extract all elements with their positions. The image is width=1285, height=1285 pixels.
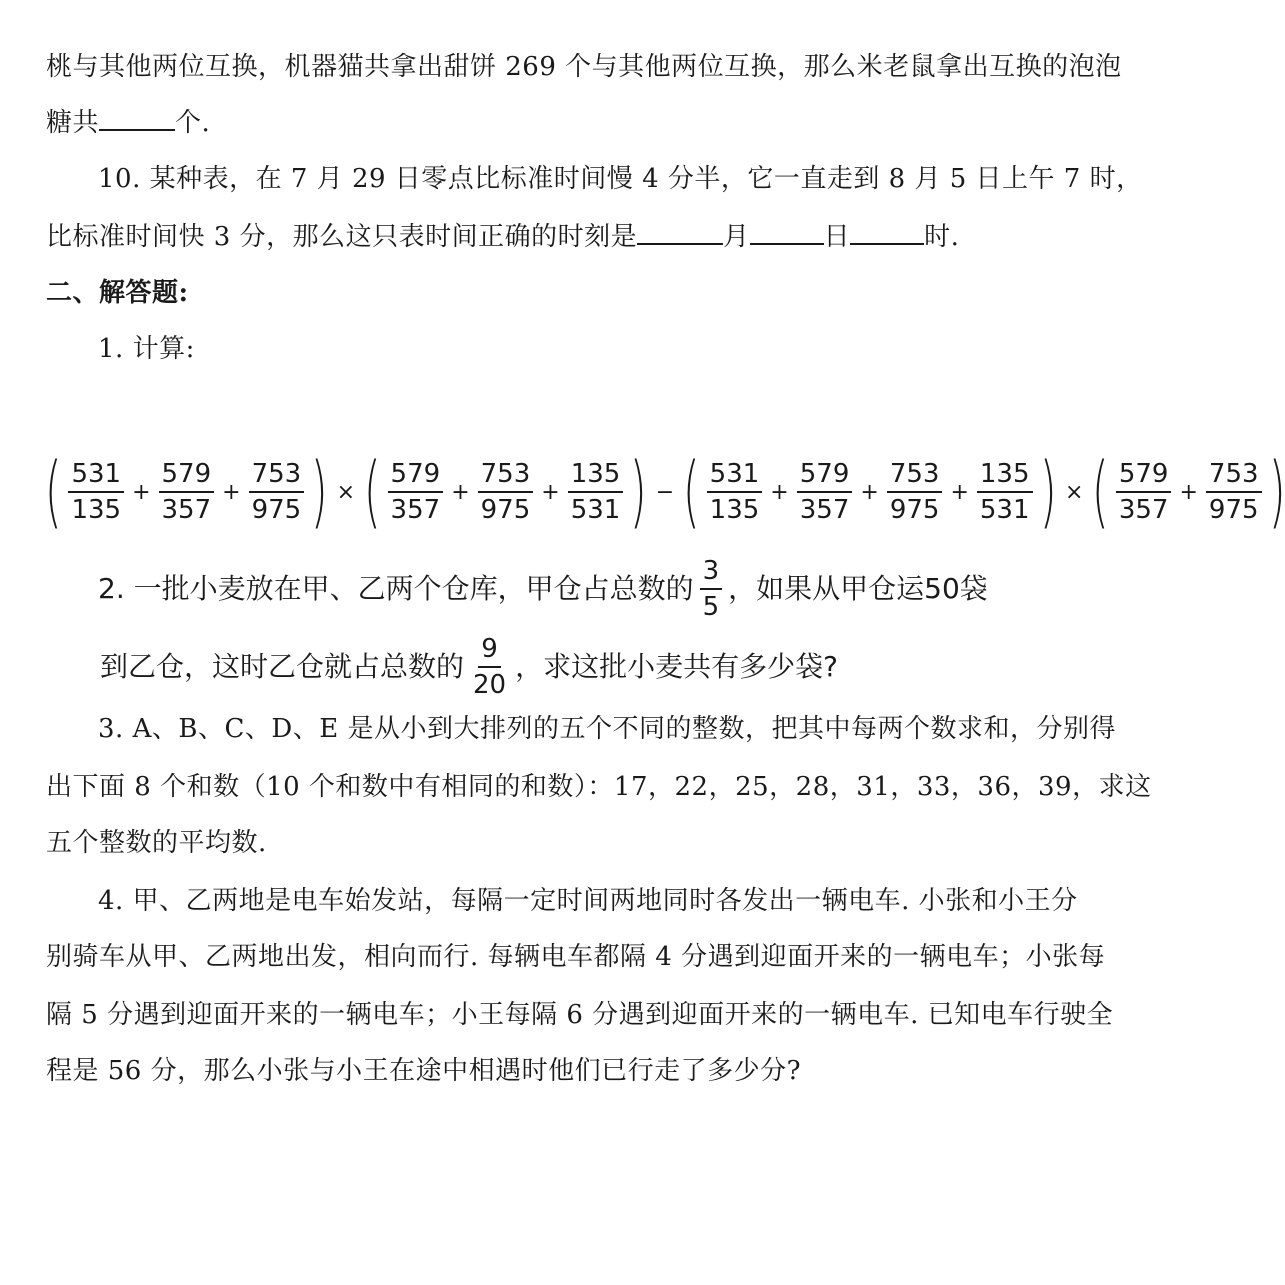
answer-blank-hour (850, 221, 924, 245)
q10-unit-month: 月 (723, 222, 750, 252)
times-sign: × (336, 479, 356, 505)
fraction: $\frac{579}{357}$ (797, 459, 853, 525)
fraction: $\frac{531}{135}$ (68, 459, 124, 525)
calculation-expression (44, 447, 1285, 537)
fraction: $\frac{753}{975}$ (249, 459, 305, 525)
prev-question-text: 糖共 (46, 108, 100, 138)
q4-line-2: 别骑车从甲、乙两地出发，相向而行. 每辆电车都隔 4 分遇到迎面开来的一辆电车；小张每 (46, 942, 1106, 972)
q10-text: 比标准时间快 3 分，那么这只表时间正确的时刻是 (46, 222, 638, 252)
answer-blank (99, 107, 175, 131)
plus-sign: + (950, 479, 969, 505)
fraction: $\frac{753}{975}$ (1206, 459, 1262, 525)
q4-line-4: 程是 56 分，那么小张与小王在途中相遇时他们已行走了多少分? (46, 1056, 802, 1086)
q1-label: 1. 计算: (98, 334, 195, 364)
fraction: $\frac{135}{531}$ (568, 459, 624, 525)
left-paren: ( (1092, 447, 1109, 537)
section-heading: 二、解答题: (46, 278, 189, 308)
q3-line-1: 3. A、B、C、D、E 是从小到大排列的五个不同的整数，把其中每两个数求和，分别得 (98, 714, 1116, 744)
plus-sign: + (222, 479, 241, 505)
prev-question-line-2 (46, 106, 210, 140)
q2-text-4: ，求这批小麦共有多少袋? (515, 650, 838, 683)
fraction: $\frac{579}{357}$ (1116, 459, 1172, 525)
right-paren: ) (311, 447, 328, 537)
q2-line-1 (98, 556, 988, 622)
plus-sign: + (451, 479, 470, 505)
plus-sign: + (541, 479, 560, 505)
prev-question-unit: 个. (175, 108, 211, 138)
fraction: $\frac{579}{357}$ (159, 459, 215, 525)
left-paren: ( (44, 447, 62, 537)
times-sign: × (1064, 479, 1084, 505)
q4-line-1: 4. 甲、乙两地是电车始发站，每隔一定时间两地同时各发出一辆电车. 小张和小王分 (98, 886, 1078, 916)
plus-sign: + (770, 479, 789, 505)
right-paren: ) (630, 447, 647, 537)
prev-question-line-1: 桃与其他两位互换，机器猫共拿出甜饼 269 个与其他两位互换，那么米老鼠拿出互换的泡泡 (46, 52, 1122, 82)
fraction-three-fifths: $\frac{3}{5}$ (700, 556, 723, 622)
plus-sign: + (860, 479, 879, 505)
q2-text-3: 到乙仓，这时乙仓就占总数的 (100, 650, 465, 683)
q10-unit-hour: 时. (924, 222, 960, 252)
q10-line-1: 10. 某种表，在 7 月 29 日零点比标准时间慢 4 分半，它一直走到 8 月 5 日上午 7 时， (98, 164, 1143, 194)
fraction: $\frac{531}{135}$ (707, 459, 763, 525)
q3-line-2: 出下面 8 个和数（10 个和数中有相同的和数）：17，22，25，28，31，33，36，39，求这 (46, 772, 1152, 802)
q3-line-3: 五个整数的平均数. (46, 828, 267, 858)
q2-line-2 (100, 634, 838, 700)
answer-blank-day (750, 221, 824, 245)
fraction: $\frac{579}{357}$ (388, 459, 444, 525)
fraction: $\frac{753}{975}$ (478, 459, 534, 525)
fraction: $\frac{135}{531}$ (977, 459, 1033, 525)
minus-sign: − (655, 479, 675, 505)
q4-line-3: 隔 5 分遇到迎面开来的一辆电车；小王每隔 6 分遇到迎面开来的一辆电车. 已知电车行驶全 (46, 1000, 1114, 1030)
q10-line-2 (46, 220, 959, 254)
plus-sign: + (1179, 479, 1198, 505)
q2-text-2: ，如果从甲仓运50袋 (728, 572, 988, 605)
left-paren: ( (683, 447, 700, 537)
q10-unit-day: 日 (823, 222, 851, 252)
plus-sign: + (132, 479, 151, 505)
q2-text-1: 2. 一批小麦放在甲、乙两个仓库，甲仓占总数的 (98, 572, 694, 605)
left-paren: ( (363, 447, 381, 537)
right-paren: ) (1268, 447, 1285, 537)
right-paren: ) (1039, 447, 1057, 537)
answer-blank-month (637, 221, 723, 245)
fraction-nine-twentieths: $\frac{9}{20}$ (473, 634, 507, 700)
fraction: $\frac{753}{975}$ (887, 459, 943, 525)
